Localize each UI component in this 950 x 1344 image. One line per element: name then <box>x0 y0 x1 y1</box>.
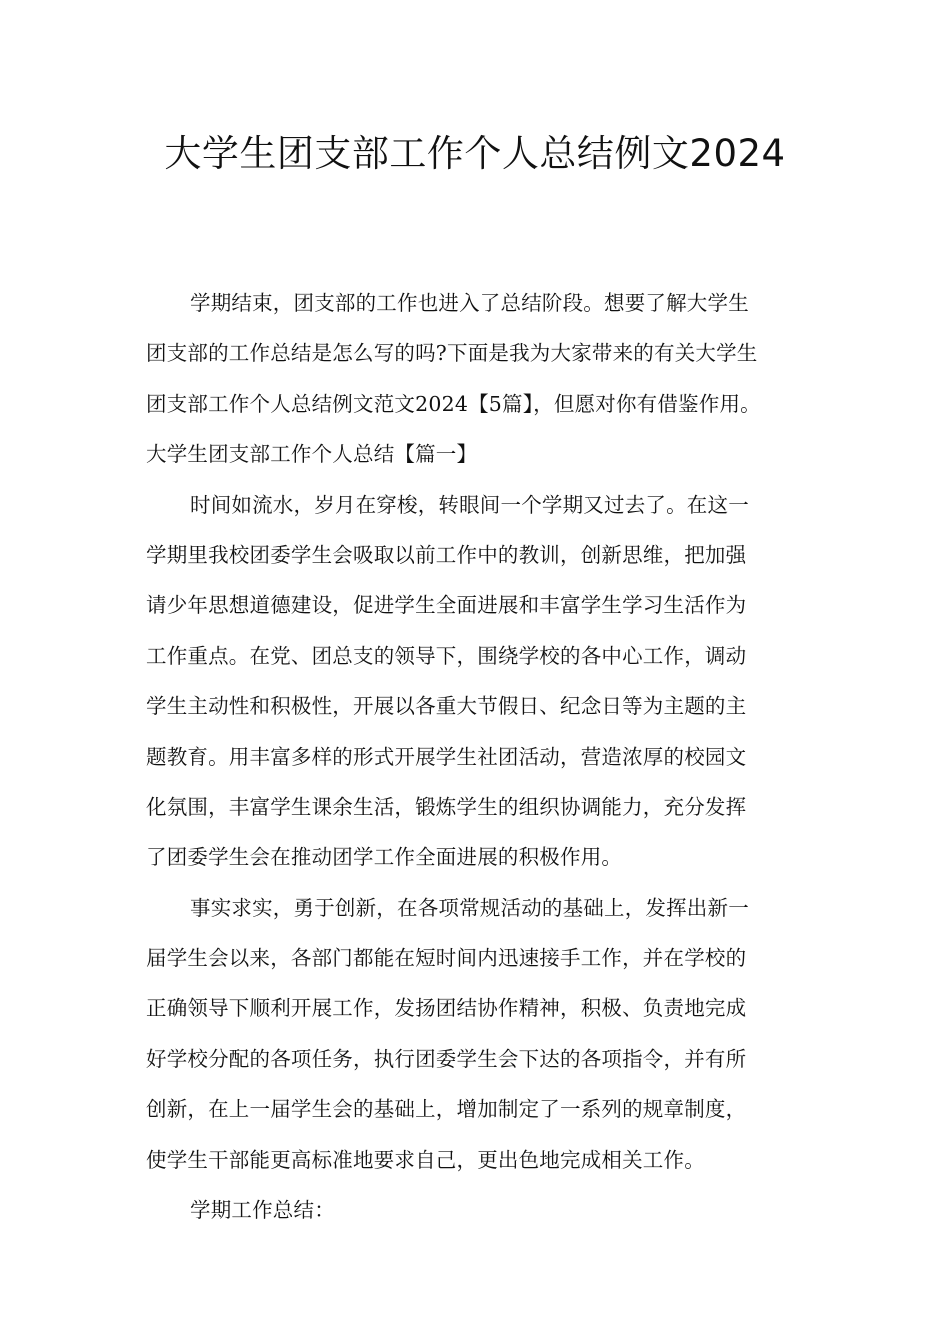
text-line: 使学生干部能更高标准地要求自己，更出色地完成相关工作。 <box>146 1147 705 1172</box>
text-line: 题教育。用丰富多样的形式开展学生社团活动，营造浓厚的校园文 <box>146 744 747 769</box>
text-line: 化氛围，丰富学生课余生活，锻炼学生的组织协调能力，充分发挥 <box>146 794 747 819</box>
text-line: 学生主动性和积极性，开展以各重大节假日、纪念日等为主题的主 <box>146 694 747 719</box>
document-title: 大学生团支部工作个人总结例文2024 <box>164 132 786 175</box>
text-line: 事实求实，勇于创新，在各项常规活动的基础上，发挥出新一 <box>190 895 749 920</box>
text-line: 团支部工作个人总结例文范文2024【5篇】，但愿对你有借鉴作用。 <box>146 391 761 416</box>
text-line: 正确领导下顺利开展工作，发扬团结协作精神，积极、负责地完成 <box>146 996 747 1021</box>
document-body <box>146 278 816 1235</box>
text-line: 请少年思想道德建设，促进学生全面进展和丰富学生学习生活作为 <box>146 593 747 618</box>
section-heading: 大学生团支部工作个人总结【篇一】 <box>146 442 478 467</box>
text-line: 学期结束，团支部的工作也进入了总结阶段。想要了解大学生 <box>190 291 749 315</box>
text-line: 学期里我校团委学生会吸取以前工作中的教训，创新思维，把加强 <box>146 542 747 567</box>
text-line: 好学校分配的各项任务，执行团委学生会下达的各项指令，并有所 <box>146 1046 747 1071</box>
text-line: 学期工作总结： <box>190 1198 335 1223</box>
text-line: 工作重点。在党、团总支的领导下，围绕学校的各中心工作，调动 <box>146 643 747 668</box>
text-line: 创新，在上一届学生会的基础上，增加制定了一系列的规章制度， <box>146 1097 747 1122</box>
text-line: 团支部的工作总结是怎么写的吗?下面是我为大家带来的有关大学生 <box>146 341 758 366</box>
text-line: 了团委学生会在推动团学工作全面进展的积极作用。 <box>146 845 623 870</box>
text-line: 届学生会以来，各部门都能在短时间内迅速接手工作，并在学校的 <box>146 946 747 971</box>
text-line: 时间如流水，岁月在穿梭，转眼间一个学期又过去了。在这一 <box>190 492 749 517</box>
